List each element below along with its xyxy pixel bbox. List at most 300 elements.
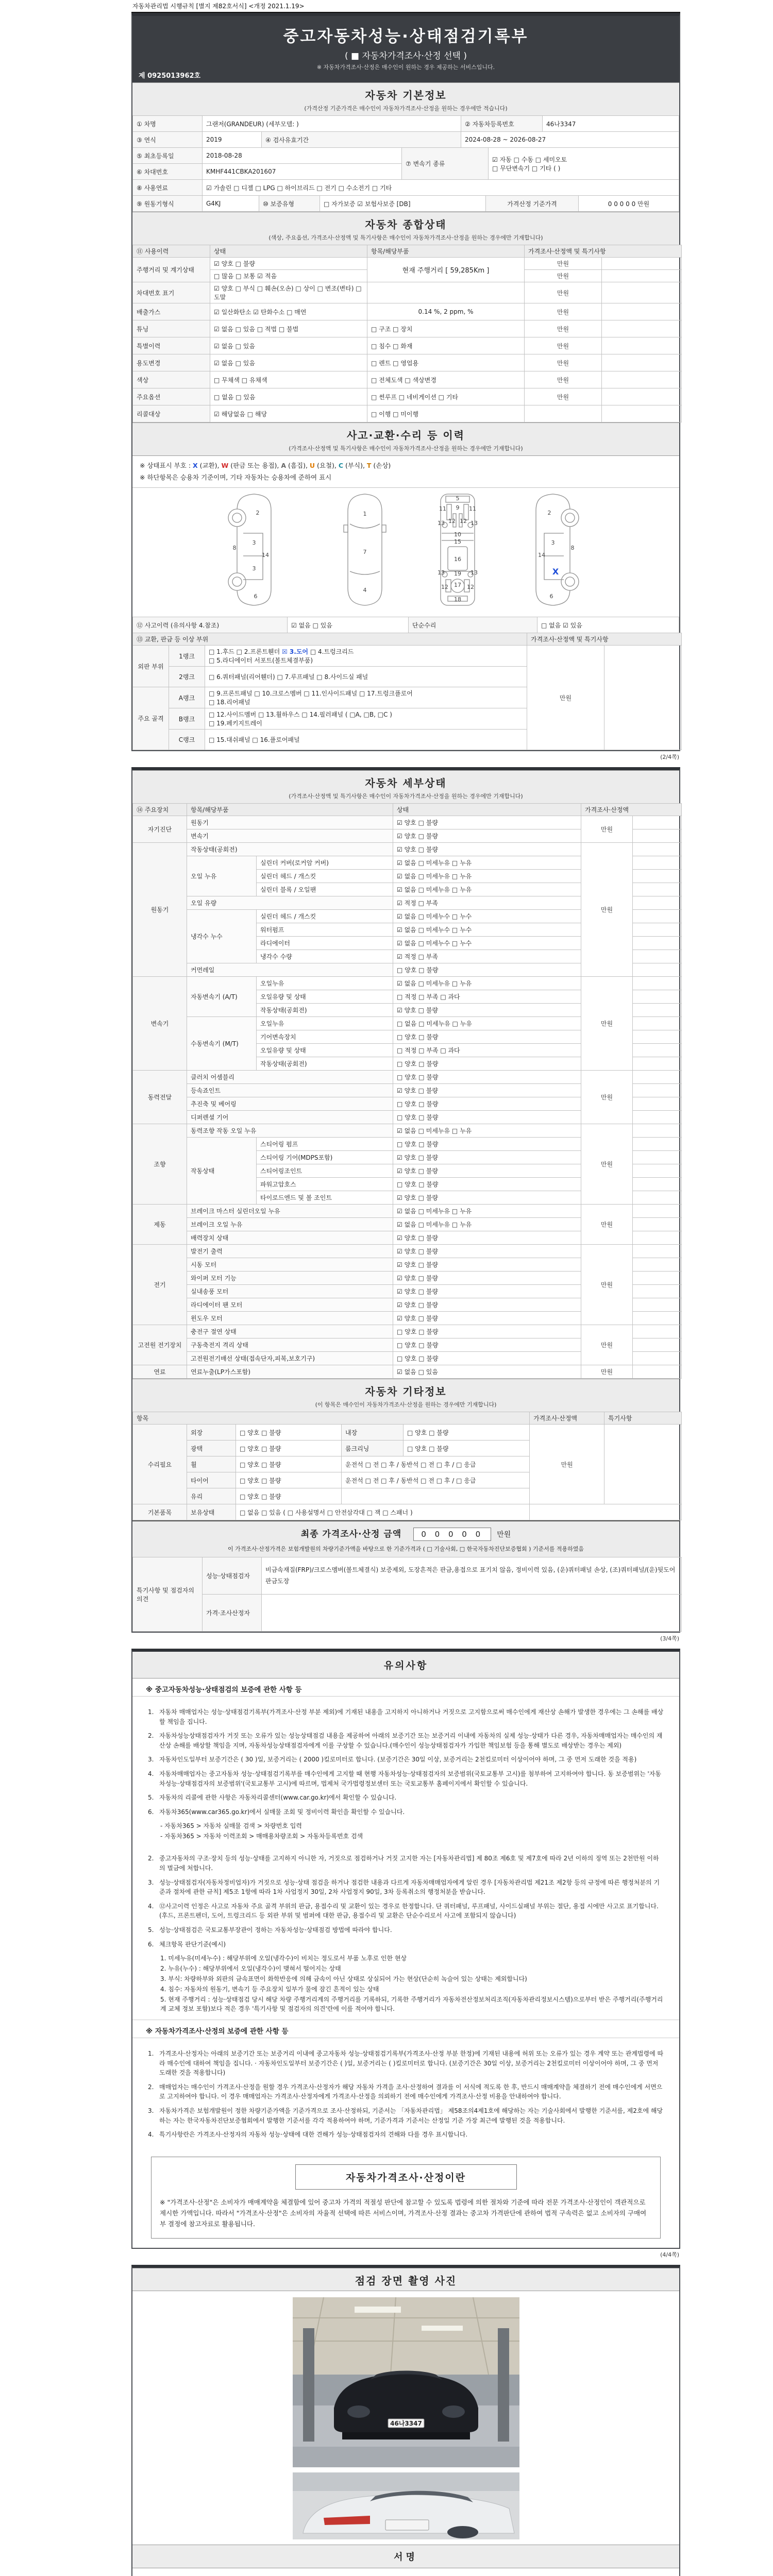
status-checkboxes: ☑ 적정 □ 부족 [393,950,581,963]
status-checkboxes: □ 양호 □ 불량 [236,1440,342,1456]
section-accident-history [132,422,679,456]
status-checkboxes: ☑ 양호 □ 불량 [393,1151,581,1164]
diagram-part-number: 13 [470,569,478,576]
status-checkboxes: □ 양호 □ 불량 [393,963,581,977]
status-checkboxes: ☑ 없음 □ 미세누유 □ 누유 [393,883,581,896]
registration-number-value: 46나3347 [543,116,679,132]
status-checkboxes: ☑ 없음 □ 미세누유 □ 누유 [393,1205,581,1218]
item-label: 냉각수 누수 [187,910,257,963]
status-checkboxes: ☑ 양호 □ 불량 [393,1004,581,1017]
section-note: (가격산정 기준가격은 매수인이 자동차가격조사·산정을 원하는 경우에만 적습니다) [304,105,508,112]
item-label: 배력장치 상태 [187,1231,393,1245]
field-label: ② 자동차등록번호 [461,116,543,132]
price-cell: 만원 [525,354,602,371]
sub-item-label: 라디에이터 [257,937,393,950]
column-header: 가격조사·산정액 및 특기사항 [527,633,682,646]
diagram-part-number: 12 [466,584,474,590]
field-label: ① 차명 [133,116,203,132]
inspection-insurance-fee [132,2568,679,2576]
status-checkboxes: □ 양호 □ 불량 [393,1178,581,1191]
price-cell: 만원 [525,388,602,405]
basic-info-table [132,115,679,132]
page-marker: (2/4쪽) [660,754,679,760]
status-checkboxes: ☑ 없음 □ 미세누수 □ 누수 [393,910,581,923]
item-label: 발전기 출력 [187,1245,393,1258]
price-cell: 만원 [525,371,602,388]
item-label: 디퍼렌셜 기어 [187,1111,393,1124]
sub-item-label: 냉각수 수량 [257,950,393,963]
sub-item-label: 오일누유 [257,1017,393,1030]
usage-history-label: 특별이력 [133,337,210,354]
possession-label: 보유상태 [187,1504,236,1520]
status-checkboxes: □ 양호 □ 불량 [393,1030,581,1044]
item-label: 구동축전지 격리 상태 [187,1338,393,1352]
sub-item-label: 기어변속장치 [257,1030,393,1044]
item-label: 작동상태 [187,1138,257,1205]
status-checkboxes: ☑ 양호 □ 불량 [210,258,367,270]
notice-item-text: 특기사항란은 가격조사·산정자의 자동차 성능·상태에 대한 견해가 성능·상태점검자의 견해와 다를 경우 표시합니다. [159,2131,468,2139]
rank-items-text: □ 9.프론트패널 □ 10.크로스멤버 □ 11.인사이드패널 □ 17.트렁크플로어 [209,690,413,697]
status-checkboxes: □ 양호 □ 불량 [393,1071,581,1084]
usage-history-label: 튜닝 [133,320,210,337]
page-marker: (3/4쪽) [660,1635,679,1642]
legend-part: U [309,462,315,469]
item-label: 충전구 절연 상태 [187,1325,393,1338]
basic-info-table [132,147,679,180]
info-box-title: 자동차가격조사·산정이란 [295,2164,517,2190]
diagram-part-number: 19 [453,570,461,577]
notice-item-number: 4. [148,2131,154,2139]
note-cell [633,1298,682,1312]
status-checkboxes: ☑ 양호 □ 부식 □ 훼손(오손) □ 상이 □ 변조(변타) □ 도말 [210,282,367,303]
column-header: ⑪ 사용이력 [133,245,210,258]
device-group-label: 조향 [133,1124,187,1205]
status-checkboxes: □ 양호 □ 불량 [393,1352,581,1365]
note-cell [633,1231,682,1245]
note-cell [633,1352,682,1365]
item-label: 시동 모터 [187,1258,393,1272]
overall-status-table [132,245,682,422]
legend-part: (요철), [315,462,339,469]
device-group-label: 자기진단 [133,816,187,843]
section-overall-status [132,212,679,245]
note-cell [633,1030,682,1044]
status-checkboxes: □ 적정 □ 부족 □ 과다 [393,990,581,1004]
sub-item-label: 오일누유 [257,977,393,990]
basic-info-table [132,179,679,196]
legend-part: ※ 상태표시 부호 : [140,462,193,469]
note-cell [633,990,682,1004]
price-cell: 만원 [581,843,633,977]
notice-sub-item: 1. 미세누유(미세누수) : 해당부위에 오일(냉각수)이 비치는 정도로서 부품 노후로 인한 현상 [160,1955,407,1962]
section-basic-info [132,82,679,116]
regulation-note: 자동차관리법 시행규칙 [별지 제82호서식] <개정 2021.1.19> [131,1,680,13]
note-cell [633,1312,682,1325]
note-cell [633,816,682,829]
transmission-type-value [489,148,679,180]
status-checkboxes: ☑ 양호 □ 불량 [393,1312,581,1325]
notice-item [148,1902,664,1921]
column-header: ⑭ 주요장치 [133,804,187,816]
status-checkboxes: ☑ 양호 □ 불량 [393,1245,581,1258]
field-label: ④ 검사유효기간 [262,132,461,148]
part-checkboxes: □ 구조 □ 장치 [367,320,525,337]
legend-part: X [193,462,198,469]
status-checkboxes: ☑ 양호 □ 불량 [393,816,581,829]
diagram-part-number: 4 [363,587,366,594]
marked-exchanged-door: ☒ 3.도어 [281,648,309,655]
position-checkboxes [342,1488,530,1504]
vin-value: KMHF441CBKA201607 [203,164,402,180]
diagram-part-number: 8 [570,545,574,551]
price-cell: 만원 [581,1325,633,1365]
item-label: 변속기 [187,829,393,843]
repair-item-label: 광택 [187,1440,236,1456]
part-checkboxes: □ 침수 □ 화재 [367,337,525,354]
column-header: 가격조사·산정액 및 특기사항 [525,245,682,258]
sub-item-label: 스티어링조인트 [257,1164,393,1178]
notice-item-number: 4. [148,1770,154,1777]
legend-part: W [221,462,229,469]
transmission-line-1: ☑ 자동 □ 수동 □ 세미오토 [492,156,567,163]
legend-part: C [338,462,344,469]
status-checkboxes: ☑ 없음 □ 있음 [393,1365,581,1379]
item-label: 오일 누유 [187,856,257,896]
notice-item [148,1793,664,1803]
item-label: 라디에이터 팬 모터 [187,1298,393,1312]
notice-header [132,1652,679,1679]
column-header: 상태 [210,245,367,258]
status-checkboxes: ☑ 양호 □ 불량 [393,1298,581,1312]
item-label: 브레이크 마스터 실린더오일 누유 [187,1205,393,1218]
diagram-part-number: 3 [252,565,256,572]
item-label: 원동기 [187,816,393,829]
diagram-part-number: 8 [232,545,236,551]
rank-items-text: □ 6.쿼터패널(리어휀더) □ 7.루프패널 □ 8.사이드실 패널 [209,673,368,681]
part-checkboxes: □ 렌트 □ 영업용 [367,354,525,371]
notice-item [148,1925,664,1935]
note-cell [602,270,682,282]
sub-item-label: 실린더 블록 / 오일팬 [257,883,393,896]
accident-history-status: ☑ 없음 □ 있음 [288,617,409,633]
price-cell: 만원 [581,1365,633,1379]
field-label: ⑧ 사용연료 [133,180,203,196]
status-checkboxes: ☑ 없음 □ 미세누유 □ 누유 [393,1124,581,1138]
sub-item-label: 파워고압호스 [257,1178,393,1191]
document-subtitle: ( ■ 자동차가격조사·산정 선택 ) [345,51,467,61]
note-cell [633,829,682,843]
rank-label: B랭크 [169,708,205,730]
device-group-label: 원동기 [133,843,187,977]
status-checkboxes: ☑ 양호 □ 불량 [393,829,581,843]
part-checkboxes [367,282,525,303]
status-checkboxes: ☑ 일산화탄소 ☑ 탄화수소 □ 매연 [210,303,367,320]
legend-part: T [366,462,372,469]
item-label: 동력조향 작동 오일 누유 [187,1124,393,1138]
notice-section1-title: ※ 중고자동차성능·상태점검의 보증에 관한 사항 등 [132,1679,679,1697]
final-price-unit: 만원 [497,1531,511,1539]
inspection-period-value: 2024-08-28 ~ 2026-08-27 [461,132,679,148]
section-title: 자동차 기타정보 [365,1385,447,1398]
notice-item-text: 성능·상태점검자(자동차정비업자)가 거짓으로 성능·상태 점검을 하거나 점검한 내용과 다르게 자동차매매업자에게 알린 경우 [자동차관리법 제21조 제2항 등의 규정에 따른 행정처분의 기준과 절차에 관한 규칙] 제5조 1항에 따라 1차 사업정지 30일, 2차 사업정지 90일, 3차 등록취소의 행정처분을 받습니다. [159,1878,660,1896]
price-cell [525,405,602,422]
page-3 [131,1649,680,2249]
part-checkboxes: □ 전체도색 □ 색상변경 [367,371,525,388]
status-checkboxes: ☑ 양호 □ 불량 [393,1191,581,1205]
diagram-part-number: 10 [453,531,461,538]
notice-item-number: 3. [148,1756,154,1764]
field-label: ⑩ 보증유형 [259,196,320,212]
info-box-text: ※ "가격조사·산정"은 소비자가 매매계약을 체결함에 있어 중고차 가격의 적절성 판단에 참고할 수 있도록 법령에 의한 절차와 기준에 따라 전문 가격조사·산정인이 객관적으로 제시한 가액입니다. 따라서 "가격조사·산정"은 소비자의 자율적 선택에 따른 서비스이며, 가격조사·산정 결과는 중고차 가격판단에 관하여 법적 구속력은 없고 소비자의 구매여부 결정에 참고자료로 활용됩니다. [160,2198,647,2228]
simple-repair-label: 단순수리 [409,617,537,633]
diagram-part-number: 2 [256,510,259,516]
price-cell: 만원 [525,282,602,303]
note-cell [633,1325,682,1338]
warranty-type-value: □ 자가보증 ☑ 보험사보증 [DB] [320,196,486,212]
sub-item-label: 실린더 헤드 / 개스킷 [257,910,393,923]
status-checkboxes: ☑ 양호 □ 불량 [393,1272,581,1285]
notice-sub-item: 4. 침수: 자동차의 원동기, 변속기 등 주요장치 일부가 물에 잠긴 흔적이 있는 상태 [160,1986,379,1993]
note-cell [633,1191,682,1205]
notice-item [148,2082,664,2102]
part-checkboxes: □ 이행 □ 미이행 [367,405,525,422]
sub-item-label: 작동상태(공회전) [257,1004,393,1017]
rank-line-1 [209,672,523,681]
diagram-part-number: 13 [470,520,478,527]
note-cell [602,258,682,270]
item-label: 연료누출(LP가스포함) [187,1365,393,1379]
sub-item-label: 스티어링 기어(MDPS포함) [257,1151,393,1164]
note-cell [633,1338,682,1352]
signature-section-title: 서명 [132,2545,679,2568]
note-cell [633,883,682,896]
note-cell [633,923,682,937]
notice-item-text: 자동차365(www.car365.go.kr)에서 실매물 조회 및 정비이력 확인을 확인할 수 있습니다. [159,1808,405,1816]
rank-item-checkboxes [205,667,527,687]
note-cell [633,1017,682,1030]
diagram-part-number: 14 [261,552,269,558]
legend-part: (교환), [197,462,222,469]
notice-item-text: 자동차 매매업자는 성능·상태점검기록부(가격조사·산정 부분 제외)에 기재된 내용을 고지하지 아니하거나 거짓으로 고지함으로써 매수인에게 재산상 손해가 발생한 경우에는 그 손해를 배상할 책임을 집니다. [159,1708,664,1725]
notice-list-1 [148,1707,664,1841]
repair-item-label: 휠 [187,1456,236,1472]
rank-items-text: □ 12.사이드멤버 □ 13.휠하우스 □ 14.필러패널 ( □A, □B, □C ) [209,711,392,718]
price-cell: 만원 [581,1245,633,1325]
note-cell [633,1124,682,1138]
status-checkboxes: ☑ 없음 □ 미세누유 □ 누유 [393,870,581,883]
transmission-line-2: □ 무단변속기 □ 기타 ( ) [492,164,561,172]
section-etc-info [132,1379,679,1412]
notice-item [148,1878,664,1897]
diagram-part-number: 1 [363,511,366,517]
status-checkboxes: □ 양호 □ 불량 [393,1325,581,1338]
legend-part: A [281,462,287,469]
accident-history-row [132,617,679,633]
notice-item-text: 가격조사·산정자는 아래의 보증기간 또는 보증거리 이내에 중고자동차 성능·상태점검기록부(가격조사·산정 부분 한정)에 기재된 내용에 허위 또는 오류가 있는 경우 계약 또는 관계법령에 따라 매수인에 대하여 책임을 집니다. · 자동차인도일부터 보증기간은 ( )일, 보증거리는 ( )킬로미터로 합니다. (보증기간은 30일 이상, 보증거리는 2천킬로미터 이상이어야 하며, 그 중 먼저 도래한 것을 적용합니다) [159,2050,664,2077]
first-registration-value: 2018-08-28 [203,148,402,164]
accident-history-label: ⑫ 사고이력 (유의사항 4.참조) [133,617,288,633]
notice-item-text: 성능·상태점검은 국토교통부장관이 정하는 자동차성능·상태점검 방법에 따라야 합니다. [159,1926,392,1934]
status-checkboxes: ☑ 없음 □ 있음 [210,354,367,371]
car-damage-diagram [138,491,674,609]
notice-list-3 [148,2049,664,2140]
notice-item-number: 1. [148,1708,154,1716]
item-label: 브레이크 오일 누유 [187,1218,393,1231]
note-cell [633,1258,682,1272]
notice-sub-item: 2. 누유(누수) : 해당부위에서 오일(냉각수)이 맺혀서 떨어지는 상태 [160,1965,341,1973]
note-cell [633,950,682,963]
notice-item [148,2049,664,2078]
possession-checkboxes: □ 없음 □ 있음 ( □ 사용설명서 □ 안전삼각대 □ 잭 □ 스패너 ) [236,1504,530,1520]
inspector-opinion-text: 비금속재질(FRP)/크로스멤버(볼트체결식) 보증제외, 도장흔적은 판금,용접으로 표기치 않음, 정비이력 있음, (운)쿼터패널 손상, (조)쿼터패널/(운)뒷도어 판금도장 [262,1557,682,1595]
diagram-part-number: 14 [537,552,545,558]
notice-item-number: 6. [148,1940,154,1948]
status-checkboxes: □ 양호 □ 불량 [393,1097,581,1111]
item-label: 커먼레일 [187,963,393,977]
diagram-top-view [344,494,386,605]
notice-item-number: 3. [148,1878,154,1886]
usage-history-label: 주행거리 및 계기상태 [133,258,210,282]
item-label: 윈도우 모터 [187,1312,393,1325]
notice-item [148,2130,664,2140]
photo-front-lift [293,2297,519,2467]
repair-item-label: 타이어 [187,1472,236,1488]
note-cell [633,856,682,870]
note-cell [602,371,682,388]
mileage-value: 현재 주행거리 [ 59,285Km ] [367,258,525,282]
column-header: 항목/해당부품 [187,804,393,816]
diagram-part-number: 13 [437,520,445,527]
damage-legend-note: ※ 하단항목은 승용차 기준이며, 기타 자동차는 승용차에 준하여 표시 [140,473,332,481]
device-group-label: 변속기 [133,977,187,1071]
column-header: 항목/해당부품 [367,245,525,258]
item-label: 고전원전기배선 상태(접속단자,피복,보호기구) [187,1352,393,1365]
notice-item-text: 자동차의 리콜에 관한 사항은 자동차리콜센터(www.car.go.kr)에서 확인할 수 있습니다. [159,1794,397,1802]
notice-item-number: 4. [148,1902,154,1910]
item-label: 클러치 어셈블리 [187,1071,393,1084]
rank-line-1 [209,647,523,656]
note-cell [633,896,682,910]
diagram-part-number: 7 [363,549,366,555]
status-checkboxes: ☑ 양호 □ 불량 [393,1231,581,1245]
status-checkboxes: ☑ 양호 □ 불량 [393,1258,581,1272]
page-1 [131,13,680,751]
repair-item-label: 외장 [187,1425,236,1440]
notice-item-number: 5. [148,1794,154,1802]
notice-item [148,1854,664,1873]
price-cell: 만원 [527,646,604,750]
usage-history-label: 리콜대상 [133,405,210,422]
status-checkboxes: □ 양호 □ 불량 [404,1425,530,1440]
section-title: 사고·교환·수리 등 이력 [346,429,465,442]
legend-part: (흠집), [286,462,310,469]
price-cell: 만원 [581,1205,633,1245]
status-checkboxes: ☑ 양호 □ 불량 [393,1285,581,1298]
diagram-part-number: 18 [453,596,461,603]
diagram-part-number: 5 [456,495,459,502]
usage-history-label: 차대번호 표기 [133,282,210,303]
note-cell [633,1205,682,1218]
basic-info-table [132,195,679,212]
usage-history-label: 용도변경 [133,354,210,371]
notice-item-text: ⑫사고이력 인정은 사고로 자동차 주요 골격 부위의 판금, 용접수리 및 교환이 있는 경우로 한정합니다. 단 쿼터패널, 루프패널, 사이드실패널 부위는 절단, 용접 시에만 사고로 표기합니다. (후드, 프론트펜더, 도어, 트렁크리드 등 외판 부위 및 범퍼에 대한 판금, 용접수리 및 교환은 단순수리로서 사고에 포함되지 않습니다) [159,1902,659,1920]
notice-item-number: 3. [148,2107,154,2115]
diagram-part-number: 12 [441,584,448,590]
rank-line-1 [209,689,523,698]
section-detail-status [132,770,679,804]
note-cell [633,1138,682,1151]
photo-rear-view [293,2472,519,2539]
usage-history-label: 주요옵션 [133,388,210,405]
field-label: ⑨ 원동기형식 [133,196,203,212]
column-header: ⑬ 교환, 판금 등 이상 부위 [133,633,527,646]
status-checkboxes: □ 양호 □ 불량 [404,1440,530,1456]
status-checkboxes: □ 양호 □ 불량 [393,1111,581,1124]
note-cell [633,1044,682,1057]
status-checkboxes: ☑ 양호 □ 불량 [393,1164,581,1178]
sub-item-label: 실린더 커버(로커암 커버) [257,856,393,870]
rank-item-checkboxes [205,708,527,730]
notice-item [148,2106,664,2125]
status-checkboxes: ☑ 없음 □ 미세누유 □ 누유 [393,1218,581,1231]
inspection-photo-front [293,2297,519,2469]
status-checkboxes: □ 양호 □ 불량 [393,1338,581,1352]
repair-needed-group-label: 수리필요 [133,1425,187,1504]
price-cell: 만원 [581,816,633,843]
notice-item-number: 2. [148,1855,154,1862]
price-cell: 만원 [525,270,602,282]
diagram-part-number: 6 [549,593,553,600]
page-2 [131,767,680,1633]
column-header: 특기사항 [604,1412,682,1425]
appraiser-label: 가격·조사산정자 [203,1595,262,1632]
column-header: 가격조사·산정액 [581,804,682,816]
notice-sub-item: 3. 부식: 차량하부와 외판의 금속표면이 화학반응에 의해 금속이 아닌 상태로 상실되어 가는 현상(단순히 녹슬어 있는 상태는 제외합니다) [160,1975,527,1983]
price-cell: 만원 [525,337,602,354]
rank-item-checkboxes [205,687,527,708]
note-cell [633,1151,682,1164]
simple-repair-status: □ 없음 ☑ 있음 [537,617,679,633]
field-label: ⑦ 변속기 종류 [402,148,489,180]
note-cell [633,1164,682,1178]
exchange-panel-table [132,633,682,750]
item-label: 실내송풍 모터 [187,1285,393,1298]
status-checkboxes: ☑ 없음 □ 있음 □ 적법 □ 불법 [210,320,367,337]
notice-item [148,1731,664,1750]
note-cell [633,1245,682,1258]
repair-item-label: 내장 [342,1425,404,1440]
item-label: 추진축 및 베어링 [187,1097,393,1111]
status-checkboxes: □ 무채색 □ 유채색 [210,371,367,388]
price-cell: 만원 [525,303,602,320]
note-cell [633,963,682,977]
diagram-part-number: 6 [254,593,257,600]
repair-item-label: 룸크리닝 [342,1440,404,1456]
notice-item-number: 1. [148,2050,154,2058]
notice-body-2 [132,2038,679,2149]
damage-legend [132,456,679,488]
note-cell [602,320,682,337]
notice-sub-item: - 자동차365 > 자동차 이력조회 > 매매용차량조회 > 자동차등록번호 검색 [160,1833,363,1840]
rank-items-text: □ 1.후드 □ 2.프론트휀더 [209,648,282,655]
diagram-part-number: 17 [453,582,461,588]
column-header: 가격조사·산정액 [530,1412,604,1425]
note-cell [530,1504,682,1520]
item-label: 자동변속기 (A/T) [187,977,257,1017]
diagram-part-number: 13 [437,569,445,576]
field-label: ⑤ 최초등록일 [133,148,203,164]
notice-section2-title: ※ 자동차가격조사·산정의 보증에 관한 사항 등 [132,2020,679,2038]
